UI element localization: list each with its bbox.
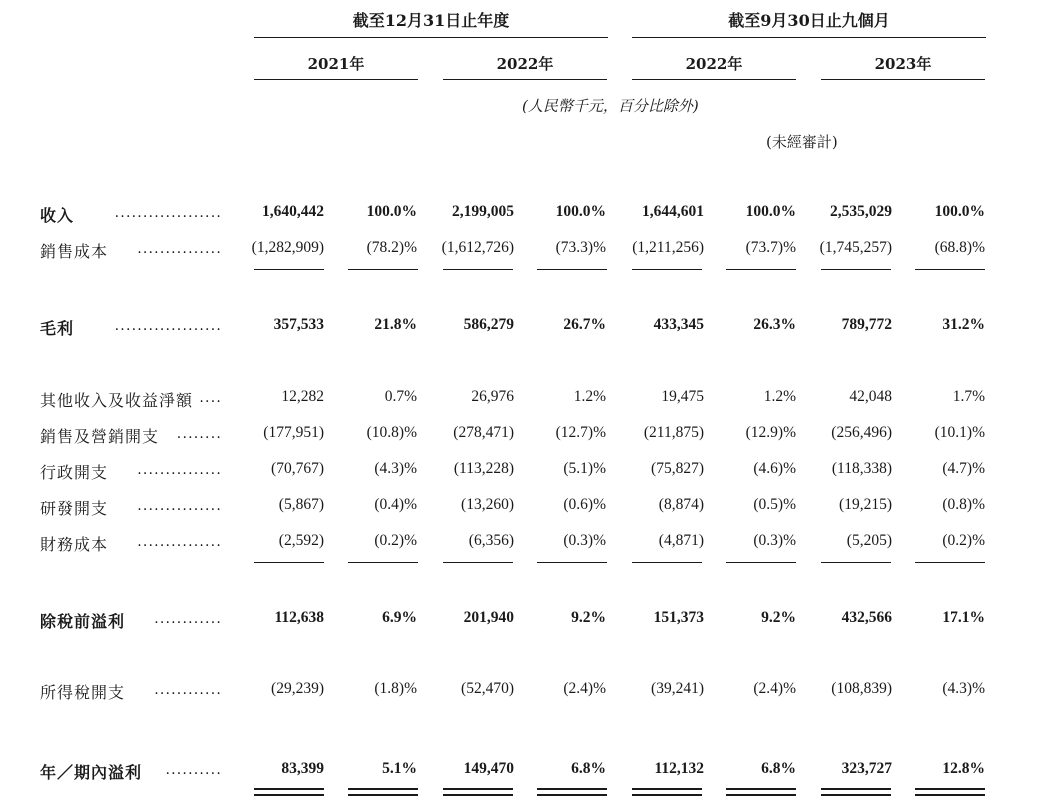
amount-cell: (1,612,726) [441,239,514,256]
amount-cell: (52,470) [461,680,514,697]
percent-cell: 17.1% [942,609,985,626]
row-label: 除稅前溢利 [40,612,126,631]
row-label: 年／期內溢利 [40,763,143,782]
amount-cell: 201,940 [463,609,514,626]
total-double-rule [632,788,702,790]
row-leader-dots: ................... [114,205,222,221]
row-leader-dots: .... [199,390,222,406]
percent-cell: 6.8% [761,760,796,777]
group-rule-1 [254,37,608,38]
row-leader-dots: ............... [137,241,222,257]
percent-cell: 100.0% [745,203,796,220]
percent-cell: (0.2)% [374,532,417,549]
percent-cell: 1.7% [952,388,985,405]
subtotal-rule [915,562,985,563]
percent-cell: (78.2)% [366,239,417,256]
amount-cell: 789,772 [841,316,892,333]
subtotal-rule [632,562,702,563]
amount-cell: (29,239) [271,680,324,697]
row-label: 所得稅開支 [40,683,126,702]
total-double-rule [821,788,891,790]
group-rule-2 [632,37,986,38]
subtotal-rule [254,562,324,563]
percent-cell: (5.1)% [563,460,606,477]
row-leader-dots: ............... [137,462,222,478]
amount-cell: (2,592) [278,532,324,549]
amount-cell: 12,282 [281,388,324,405]
percent-cell: (4.3)% [942,680,985,697]
amount-cell: (1,745,257) [819,239,892,256]
total-double-rule [348,794,418,796]
total-double-rule [632,794,702,796]
row-label: 毛利 [40,319,75,338]
year-header-2022b: 2022年 [685,55,743,73]
amount-cell: (70,767) [271,460,324,477]
subtotal-rule [443,269,513,270]
amount-cell: (278,471) [453,424,514,441]
total-double-rule [537,794,607,796]
amount-cell: 433,345 [653,316,704,333]
amount-cell: 1,640,442 [262,203,324,220]
amount-cell: 42,048 [849,388,892,405]
percent-cell: 5.1% [382,760,417,777]
total-double-rule [537,788,607,790]
subtotal-rule [443,562,513,563]
year-header-2023: 2023年 [874,55,932,73]
percent-cell: (0.5)% [753,496,796,513]
total-double-rule [915,794,985,796]
amount-cell: 432,566 [841,609,892,626]
row-leader-dots: .......... [165,762,222,778]
subtotal-rule [821,269,891,270]
percent-cell: (73.3)% [555,239,606,256]
percent-cell: 26.7% [563,316,606,333]
total-double-rule [348,788,418,790]
amount-cell: (1,282,909) [251,239,324,256]
amount-cell: 151,373 [653,609,704,626]
percent-cell: 26.3% [753,316,796,333]
amount-cell: (6,356) [468,532,514,549]
row-label: 行政開支 [40,463,109,482]
row-leader-dots: ........ [176,426,222,442]
amount-cell: (118,338) [831,460,892,477]
amount-cell: (5,205) [846,532,892,549]
percent-cell: 100.0% [555,203,606,220]
amount-cell: (13,260) [461,496,514,513]
percent-cell: (2.4)% [753,680,796,697]
amount-cell: (4,871) [658,532,704,549]
percent-cell: (4.3)% [374,460,417,477]
percent-cell: (10.1)% [934,424,985,441]
percent-cell: (2.4)% [563,680,606,697]
row-leader-dots: ............... [137,534,222,550]
row-leader-dots: ................... [114,318,222,334]
percent-cell: (0.4)% [374,496,417,513]
amount-cell: 586,279 [463,316,514,333]
amount-cell: (177,951) [263,424,324,441]
amount-cell: 112,132 [654,760,704,777]
percent-cell: 9.2% [761,609,796,626]
percent-cell: (4.6)% [753,460,796,477]
subtotal-rule [348,562,418,563]
year-header-2022a: 2022年 [496,55,554,73]
total-double-rule [443,794,513,796]
amount-cell: (1,211,256) [632,239,704,256]
amount-cell: (211,875) [643,424,704,441]
percent-cell: 0.7% [384,388,417,405]
amount-cell: 1,644,601 [642,203,704,220]
total-double-rule [726,794,796,796]
subtotal-rule [726,269,796,270]
percent-cell: 6.9% [382,609,417,626]
subtotal-rule [632,269,702,270]
percent-cell: (68.8)% [934,239,985,256]
percent-cell: (0.3)% [753,532,796,549]
year-rule-2022a [443,79,607,80]
percent-cell: 100.0% [366,203,417,220]
percent-cell: 1.2% [763,388,796,405]
amount-cell: 2,535,029 [830,203,892,220]
percent-cell: 21.8% [374,316,417,333]
amount-cell: 112,638 [274,609,324,626]
group-title-nine-months: 截至9月30日止九個月 [728,11,890,30]
amount-cell: (5,867) [278,496,324,513]
total-double-rule [821,794,891,796]
amount-cell: 26,976 [471,388,514,405]
total-double-rule [254,788,324,790]
percent-cell: (0.6)% [563,496,606,513]
unit-note: (人民幣千元，百分比除外) [522,97,699,115]
amount-cell: 83,399 [281,760,324,777]
amount-cell: 2,199,005 [452,203,514,220]
total-double-rule [254,794,324,796]
unaudited-note: (未經審計) [766,133,838,151]
row-leader-dots: ............ [154,682,222,698]
amount-cell: (19,215) [839,496,892,513]
percent-cell: 6.8% [571,760,606,777]
row-label: 收入 [40,206,75,225]
total-double-rule [443,788,513,790]
percent-cell: (12.9)% [745,424,796,441]
amount-cell: 357,533 [273,316,324,333]
percent-cell: (0.2)% [942,532,985,549]
year-rule-2023 [821,79,985,80]
percent-cell: 12.8% [942,760,985,777]
percent-cell: 31.2% [942,316,985,333]
percent-cell: 100.0% [934,203,985,220]
year-rule-2022b [632,79,796,80]
subtotal-rule [915,269,985,270]
percent-cell: (4.7)% [942,460,985,477]
row-label: 銷售成本 [40,242,109,261]
amount-cell: (256,496) [831,424,892,441]
percent-cell: (1.8)% [374,680,417,697]
row-label: 財務成本 [40,535,109,554]
row-label: 銷售及營銷開支 [40,427,160,446]
amount-cell: (113,228) [453,460,514,477]
subtotal-rule [537,562,607,563]
row-leader-dots: ............... [137,498,222,514]
row-label: 其他收入及收益淨額 [40,391,194,410]
amount-cell: (8,874) [658,496,704,513]
percent-cell: (10.8)% [366,424,417,441]
percent-cell: (12.7)% [555,424,606,441]
amount-cell: (108,839) [831,680,892,697]
amount-cell: (75,827) [651,460,704,477]
group-title-year-ended: 截至12月31日止年度 [352,11,510,30]
subtotal-rule [348,269,418,270]
amount-cell: 19,475 [661,388,704,405]
percent-cell: 1.2% [573,388,606,405]
subtotal-rule [821,562,891,563]
subtotal-rule [537,269,607,270]
percent-cell: 9.2% [571,609,606,626]
percent-cell: (0.8)% [942,496,985,513]
row-leader-dots: ............ [154,611,222,627]
total-double-rule [915,788,985,790]
total-double-rule [726,788,796,790]
subtotal-rule [726,562,796,563]
subtotal-rule [254,269,324,270]
percent-cell: (73.7)% [745,239,796,256]
amount-cell: 323,727 [841,760,892,777]
amount-cell: 149,470 [463,760,514,777]
row-label: 研發開支 [40,499,109,518]
amount-cell: (39,241) [651,680,704,697]
year-header-2021: 2021年 [307,55,365,73]
year-rule-2021 [254,79,418,80]
percent-cell: (0.3)% [563,532,606,549]
